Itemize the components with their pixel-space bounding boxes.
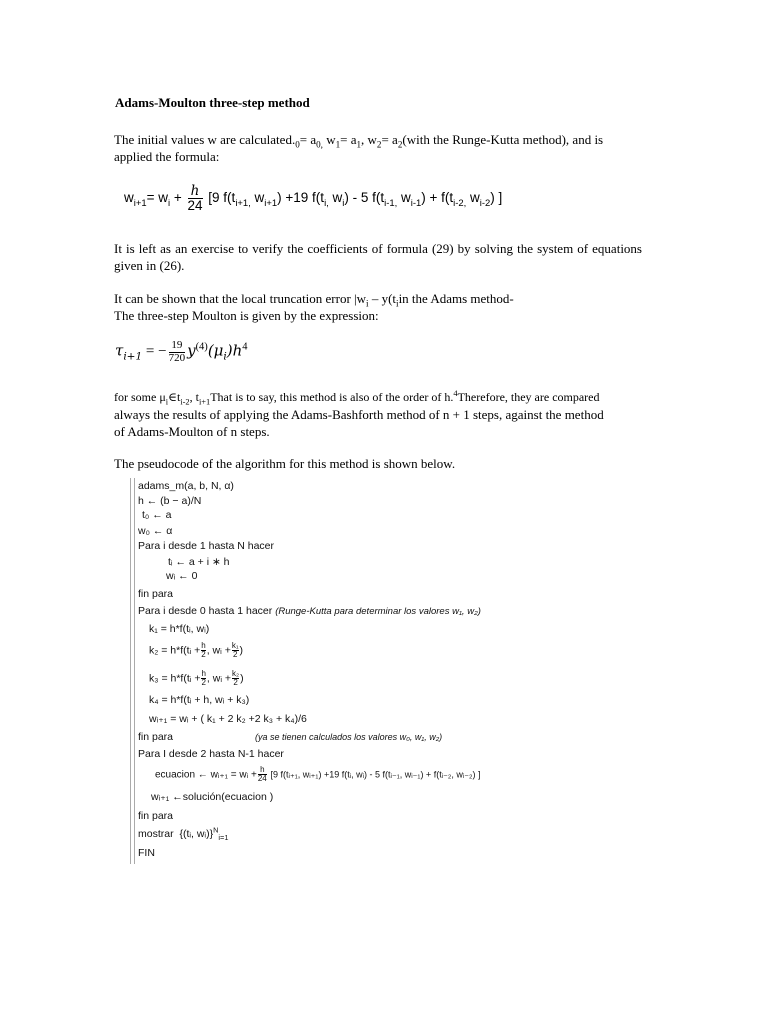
- code-line-k2: k₂ = h*f(tᵢ + $\frac{h}{2}$ , wᵢ + $\frac{\text{k₁}}{2}$ ): [149, 641, 244, 660]
- code-line-finpara2: fin para (ya se tienen calculados los valores w₀, w₁, w₂): [138, 731, 443, 743]
- code-line-finpara1: fin para: [138, 588, 174, 600]
- code-line-w0: w₀ ← α: [138, 525, 173, 537]
- section-title: Adams-Moulton three-step method: [115, 95, 310, 110]
- moulton-formula: $w_{i+1}= w_i$ + $\frac{h}{24}$ [9 $f(t_{i+1,}$ $w_{i+1}) +19$ $f(t_{i,}$ $w_i) - 5$ $f(t_{i-1,}$ $w_{i-1}) + f(t_{i-2,}$ $w_{i-2}$) ]: [124, 183, 503, 214]
- code-line-ecuacion: ecuacion ← wᵢ₊₁ = wᵢ + $\frac{h}{24}$ [9 f(tᵢ₊₁, wᵢ₊₁) +19 f(tᵢ, wᵢ) - 5 f(tᵢ₋₁, wᵢ₋₁) + f(tᵢ₋₂, wᵢ₋₂) ]: [155, 765, 481, 784]
- code-line-ti: tᵢ ← a + i ∗ h: [168, 556, 230, 568]
- truncation-line-2: The three-step Moulton is given by the expression:: [114, 308, 379, 323]
- truncation-error-formula: $\tau_{i+1}$ = − $\frac{19}{720}$ $y^{(4)}(\mu_i)h^4$: [115, 339, 248, 364]
- code-line-mostrar: mostrar {(tᵢ, wᵢ)}$^N_{i=1}$: [138, 825, 229, 843]
- pseudocode-intro: The pseudocode of the algorithm for this method is shown below.: [114, 456, 456, 471]
- order-line-2: always the results of applying the Adams-Bashforth method of n + 1 steps, against the method: [114, 407, 604, 422]
- formula-fraction: $\frac{h}{24}$: [187, 183, 203, 214]
- code-line-wupdate: wᵢ₊₁ = wᵢ + ( k₁ + 2 k₂ +2 k₃ + k₄)/6: [149, 713, 307, 725]
- code-line-solucion: wᵢ₊₁ ←solución(ecuacion ): [151, 791, 274, 803]
- code-line-fin: FIN: [138, 847, 155, 859]
- order-line-3: of Adams-Moulton of n steps.: [114, 424, 270, 439]
- order-paragraph: [114, 389, 654, 440]
- error-fraction: $\frac{19}{720}$: [168, 339, 186, 364]
- pseudocode-margin-bar: [130, 478, 135, 864]
- code-line-t0: t₀ ← a: [142, 509, 172, 521]
- code-line-h: h ← (b − a)/N: [138, 495, 202, 507]
- code-line-k4: k₄ = h*f(tᵢ + h, wᵢ + k₃): [149, 694, 250, 706]
- truncation-paragraph: [114, 290, 642, 324]
- truncation-line-1: It can be shown that the local truncation error $|w_i - y(t_iin$ the Adams method-: [114, 291, 514, 309]
- code-line-k1: k₁ = h*f(tᵢ, wᵢ): [149, 623, 210, 635]
- pseudocode-block: [130, 478, 530, 864]
- code-line-finpara3: fin para: [138, 810, 174, 822]
- intro-paragraph: The initial values w are $calculated._0= a_{0,}$ $w_1= a_1$, $w_2=$ $a_2(with$ the Runge-Kutta method), and is applied the formula:: [114, 132, 604, 164]
- code-line-k3: k₃ = h*f(tᵢ + $\frac{h}{2}$ , wᵢ + $\frac{\text{k₂}}{2}$ ): [149, 669, 244, 688]
- code-line-loop3: Para I desde 2 hasta N-1 hacer: [138, 748, 284, 760]
- code-line-loop1: Para i desde 1 hasta N hacer: [138, 540, 274, 552]
- code-line-signature: adams_m(a, b, N, α): [138, 480, 234, 492]
- exercise-paragraph: It is left as an exercise to verify the coefficients of formula (29) by solving the system of equations given in (26).: [114, 241, 642, 273]
- code-line-loop2: Para i desde 0 hasta 1 hacer (Runge-Kutta para determinar los valores w₁, w₂): [138, 605, 481, 617]
- code-line-wi: wᵢ ← 0: [166, 570, 198, 582]
- order-line-1: for some $\mu_i\in t_{i-2}$, $t_{i+1}That$ is to say, this method is also of the order of h.$^4$Therefore, they are compared: [114, 389, 600, 407]
